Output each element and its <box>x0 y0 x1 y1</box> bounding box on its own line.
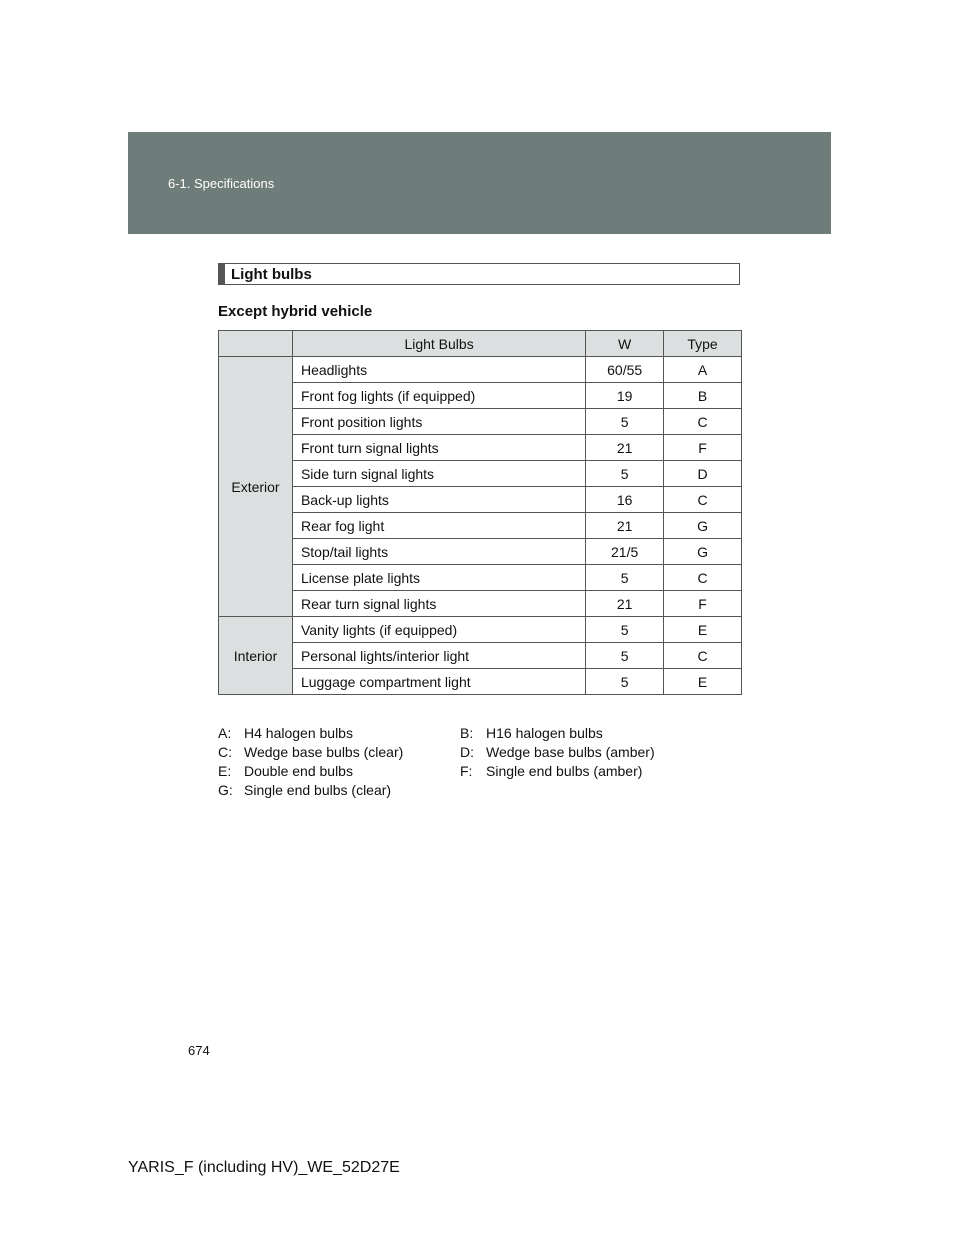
table-header-cell: Type <box>664 331 742 357</box>
legend-key: F: <box>460 763 473 779</box>
type-cell: G <box>664 539 742 565</box>
table-header-row <box>219 331 742 357</box>
section-title-box <box>218 263 740 285</box>
table-row <box>219 669 742 695</box>
wattage-cell: 5 <box>586 461 664 487</box>
group-label: Interior <box>219 617 293 695</box>
header-band <box>128 132 831 234</box>
legend-item <box>218 762 460 780</box>
legend-key: A: <box>218 725 232 741</box>
wattage-cell: 5 <box>586 565 664 591</box>
wattage-cell: 21 <box>586 591 664 617</box>
type-cell: D <box>664 461 742 487</box>
legend-key: D: <box>460 744 474 760</box>
wattage-cell: 5 <box>586 409 664 435</box>
table-row <box>219 461 742 487</box>
wattage-cell: 16 <box>586 487 664 513</box>
table-header-cell: W <box>586 331 664 357</box>
page-number: 674 <box>188 1043 210 1058</box>
wattage-cell: 21 <box>586 513 664 539</box>
wattage-cell: 5 <box>586 643 664 669</box>
bulb-name-cell: Vanity lights (if equipped) <box>292 617 585 643</box>
bulb-table <box>218 330 742 695</box>
bulb-name-cell: Headlights <box>292 357 585 383</box>
legend-item <box>218 781 460 799</box>
legend-item <box>218 743 460 761</box>
bulb-name-cell: Front position lights <box>292 409 585 435</box>
table-row <box>219 617 742 643</box>
table-row <box>219 565 742 591</box>
bulb-name-cell: Personal lights/interior light <box>292 643 585 669</box>
legend-text: H16 halogen bulbs <box>486 725 603 741</box>
bulb-name-cell: Rear fog light <box>292 513 585 539</box>
table-row <box>219 591 742 617</box>
wattage-cell: 5 <box>586 669 664 695</box>
table-row <box>219 409 742 435</box>
bulb-name-cell: License plate lights <box>292 565 585 591</box>
section-title-bar <box>219 264 225 284</box>
legend-item <box>218 724 460 742</box>
legend-text: Single end bulbs (clear) <box>244 782 392 798</box>
legend-key: E: <box>218 763 232 779</box>
type-cell: C <box>664 487 742 513</box>
table-row <box>219 435 742 461</box>
type-cell: C <box>664 409 742 435</box>
bulb-name-cell: Luggage compartment light <box>292 669 585 695</box>
type-cell: E <box>664 617 742 643</box>
type-cell: C <box>664 643 742 669</box>
bulb-name-cell: Rear turn signal lights <box>292 591 585 617</box>
bulb-name-cell: Back-up lights <box>292 487 585 513</box>
type-cell: F <box>664 435 742 461</box>
bulb-type-legend <box>218 724 742 799</box>
table-row <box>219 383 742 409</box>
legend-key: C: <box>218 744 232 760</box>
table-row <box>219 539 742 565</box>
type-cell: C <box>664 565 742 591</box>
type-cell: G <box>664 513 742 539</box>
type-cell: F <box>664 591 742 617</box>
wattage-cell: 21 <box>586 435 664 461</box>
group-label: Exterior <box>219 357 293 617</box>
table-row <box>219 487 742 513</box>
legend-text: H4 halogen bulbs <box>244 725 353 741</box>
wattage-cell: 21/5 <box>586 539 664 565</box>
table-body <box>219 357 742 695</box>
table-row <box>219 643 742 669</box>
wattage-cell: 5 <box>586 617 664 643</box>
table-row <box>219 513 742 539</box>
legend-key: B: <box>460 725 474 741</box>
bulb-name-cell: Front turn signal lights <box>292 435 585 461</box>
wattage-cell: 19 <box>586 383 664 409</box>
section-title: Light bulbs <box>231 266 312 283</box>
legend-text: Wedge base bulbs (amber) <box>486 744 655 760</box>
type-cell: E <box>664 669 742 695</box>
legend-item <box>460 743 742 761</box>
table-row <box>219 357 742 383</box>
bulb-name-cell: Side turn signal lights <box>292 461 585 487</box>
wattage-cell: 60/55 <box>586 357 664 383</box>
breadcrumb: 6-1. Specifications <box>168 176 275 191</box>
legend-key: G: <box>218 782 233 798</box>
legend-text: Double end bulbs <box>244 763 353 779</box>
document-code: YARIS_F (including HV)_WE_52D27E <box>128 1159 400 1176</box>
subheading: Except hybrid vehicle <box>218 303 373 320</box>
legend-text: Wedge base bulbs (clear) <box>244 744 404 760</box>
type-cell: B <box>664 383 742 409</box>
table-header-cell: Light Bulbs <box>292 331 585 357</box>
table-header-cell <box>219 331 293 357</box>
legend-item <box>460 762 742 780</box>
type-cell: A <box>664 357 742 383</box>
bulb-name-cell: Front fog lights (if equipped) <box>292 383 585 409</box>
legend-text: Single end bulbs (amber) <box>486 763 643 779</box>
legend-item <box>460 724 742 742</box>
bulb-name-cell: Stop/tail lights <box>292 539 585 565</box>
